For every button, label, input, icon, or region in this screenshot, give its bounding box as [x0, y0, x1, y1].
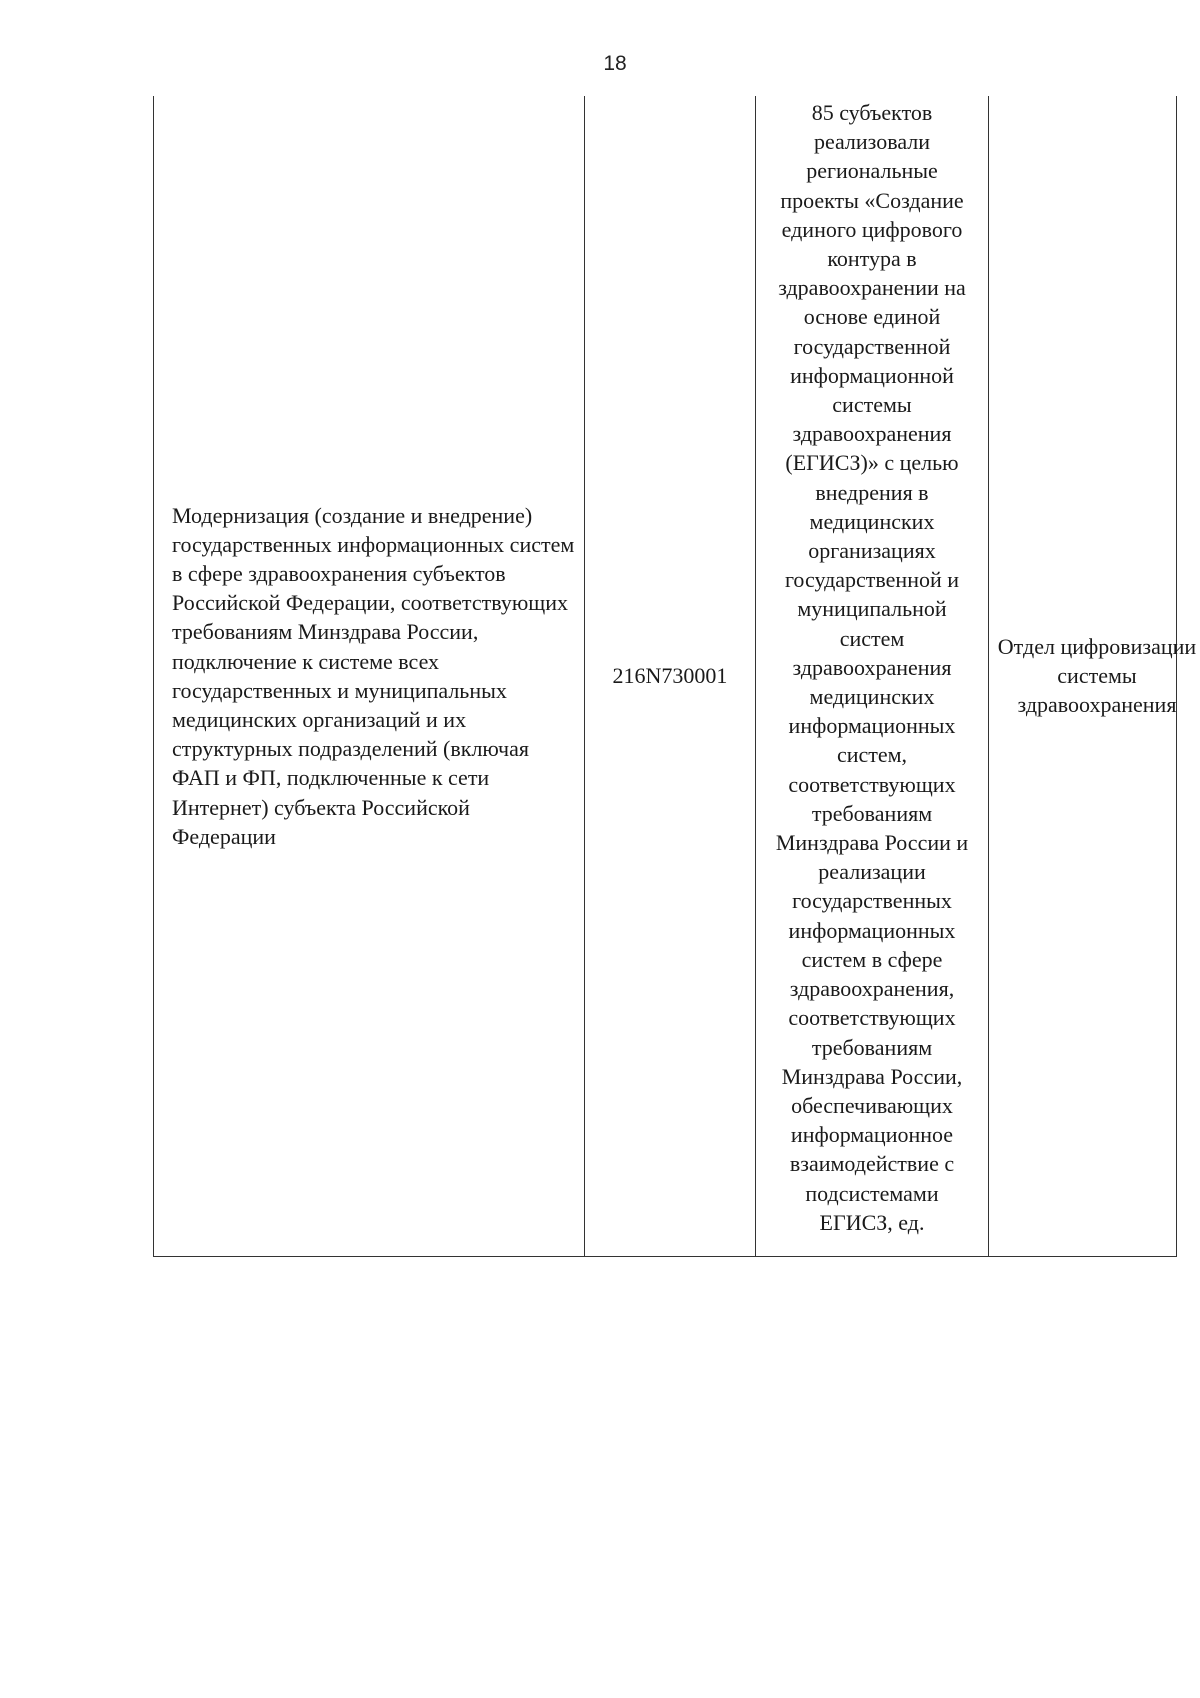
- indicator-table: [153, 96, 1197, 1257]
- table-row: [154, 96, 1177, 1256]
- page-number: 18: [603, 52, 627, 75]
- department-text: Отдел цифровизации системы здравоохранения: [997, 633, 1197, 718]
- measure-name-text: Модернизация (создание и внедрение) государственных информационных систем в сфере здравоохранения субъектов Российской Федерации, соответствующих требованиям Минздрава России, подключение к системе всех государственных и муниципальных медицинских организаций и их структурных подразделений (включая ФАП и ФП, подключенные к сети Интернет) субъекта Российской Федерации: [172, 502, 575, 849]
- measure-name-cell: [154, 96, 585, 1256]
- indicator-text: 85 субъектов реализовали региональные проекты «Создание единого цифрового контура в здравоохранении на основе единой государственной информационной системы здравоохранения (ЕГИСЗ)» с целью внедрения в медицинских организациях государственной и муниципальной систем здравоохранения медицинских информационных систем, соответствующих требованиям Минздрава России и реализации государственных информационных систем в сфере здравоохранения, соответствующих требованиям Минздрава России, обеспечивающих информационное взаимодействие с подсистемами ЕГИСЗ, ед.: [775, 100, 969, 1235]
- department-cell: [989, 96, 1197, 1256]
- measure-code-cell: [585, 96, 756, 1256]
- measure-code-text: 216N730001: [612, 663, 728, 689]
- indicator-cell: [756, 96, 989, 1256]
